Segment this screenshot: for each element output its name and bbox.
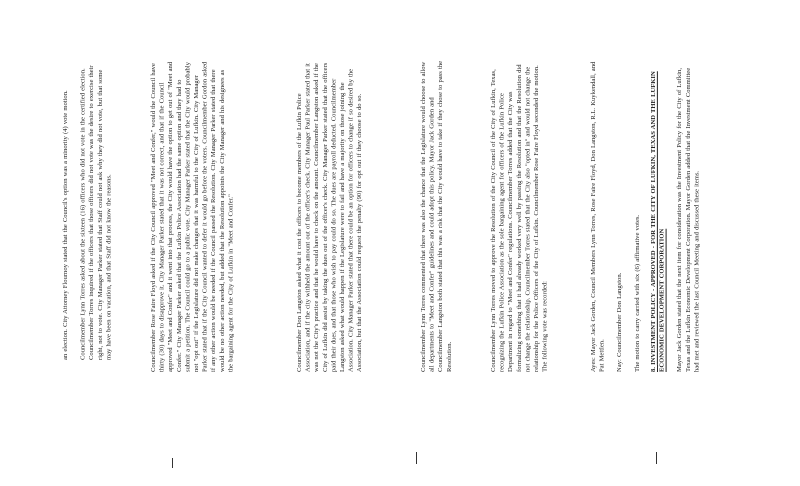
text-column-6 [590, 60, 650, 372]
section-heading [650, 60, 667, 372]
scan-mark [172, 458, 173, 468]
vote-nay: Nay: Councilmember Don Langston. [616, 272, 624, 372]
paragraph: Councilmember Rose Faire Floyd asked if the City Council approved "Meet and Confer," would the Council have thirty (30) days to disapprove it. City Manager Parker stated that it was not correct, and that if the Council approved "Meet and Confer" and it went into that process, the City would have the option to get out of "Meet and Confer." City Manager Parker asked that the Lufkin Police Association had the same option and they had to submit a petition. The Council could go to a public vote. City Manager Parker stated that the City would probably not "opt out" if the Legislature did not make changes that it was harmful to the City of Lufkin. City Manager Parker stated that if the City Council wanted to defer it would go before the voters. Councilmember Gordon asked if any other action would be needed if the Council passed the Resolution. City Manager Parker stated that there would be no other action needed, but added that the Resolution appoints the City Manager and his designees as the bargaining agent for the City of Lufkin in "Meet and Confer." [150, 61, 235, 372]
text-column-5 [490, 60, 590, 372]
paragraph: Councilmember Don Langston asked what it cost the officers to become members of the Lufkin Police Association, and if the city withheld the amount out of the officer's check. City Manager Paul Parker stated that it was not the City's practice and that he would have to check on the amount. Councilmember Langston asked if the City of Lufkin did assist by taking the dues out of the officer's check. City Manager Parker stated that the officers paid their dues, and that those who wish to pay could do so. The dues are payroll deducted. Councilmember Langston asked what would happen if the Legislature were to fail and have a majority on those joining the Association. City Manager Parker stated that there could be an option for officers to change if so desired by the Association, but that the Association could request the penalty (90) for opt out if they choose to do so. [296, 62, 364, 372]
paragraph: Councilmember Lynn Torres moved to approve the Resolution of the City Council of the City of Lufkin, Texas, recognizing the Lufkin Police Association as the sole bargaining agent for officers of the Lufkin Police Department in regard to "Meet and Confer" regulations. Councilmember Torres added that the City was formalizing something that it had already worked very well by passing the Resolution and that the Resolution did not change the relationship. Councilmember Torres stated that the City also "opted in" and would not change the relationship for the Police Officers of the City of Lufkin. Councilmember Rose Faire Floyd seconded the motion. The following vote was recorded: [490, 64, 549, 372]
vote-result: The motion to carry carried with six (6) affirmative votes. [633, 214, 641, 372]
section-title: INVESTMENT POLICY - APPROVED - FOR THE CITY OF LUFKIN, TEXAS AND THE LUFKIN ECONOMIC DEVELOPMENT CORPORATION [650, 71, 666, 372]
scan-mark [416, 452, 417, 464]
text-column-3 [296, 60, 408, 372]
paragraph: Councilmember Lynn Torres commented that there was also the chance that the Legislature would choose to allow all departments to "Meet and Confer" guidelines and could adopt this policy. Mayor Jack Gorden and Councilmember Langston both stated that this was a risk that the City would have to take if they chose to pass the Resolution. [420, 60, 453, 372]
text-column-2 [150, 60, 310, 372]
vote-ayes: Ayes: Mayor Jack Gorden, Council Members Lynn Torres, Rose Faire Floyd, Don Langston, R.L. Kuykendall, and Pat Mettlen. [590, 61, 606, 372]
paragraph: Councilmember Lynn Torres asked about the sixteen (16) officers who did not vote in the certified election. Councilmember Torres inquired if the officers that those officers did not vote was the desire to exercise their right, not to vote. City Manager Parker stated that Staff could not ask why they did not vote, but that some may have been on vacation, and that Staff did not know the reasons. [79, 65, 113, 360]
section-body: Mayor Jack Gorden stated that the next item for consideration was the Investment Policy for the City of Lufkin, Texas and the Lufkin Economic Development Corporation. Mayor Gorden added that the Investment Committee had met and reviewed the last Council Meeting and discussed these items. [676, 67, 701, 372]
scan-mark [656, 452, 657, 464]
section-number: 8. [650, 367, 657, 372]
section-investment-policy [650, 60, 728, 372]
text-column-1 [62, 60, 124, 360]
text-column-4 [420, 60, 488, 372]
paragraph: an election. City Attorney Flournoy stated that the Council's option was a minority (4) vote motion. [62, 90, 69, 360]
